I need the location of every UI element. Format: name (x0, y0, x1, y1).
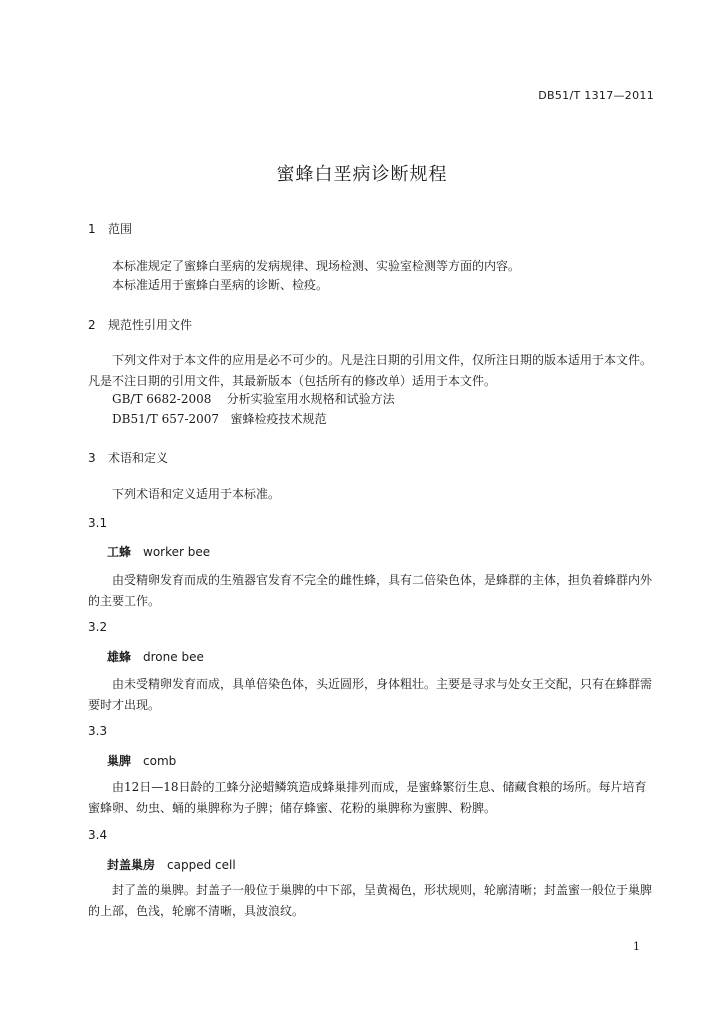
term-heading (107, 648, 204, 665)
reference-item: DB51/T 657-2007 蜜蜂检疫技术规范 (112, 412, 327, 426)
section-1-heading (88, 220, 132, 237)
term-chinese: 巢脾 (107, 754, 132, 768)
term-heading (107, 543, 210, 560)
term-definition: 由12日—18日龄的工蜂分泌蜡鳞筑造成蜂巢排列而成，是蜜蜂繁衍生息、储藏食粮的场所。每片培育蜜蜂卵、幼虫、蛹的巢脾称为子脾；储存蜂蜜、花粉的巢脾称为蜜脾、粉脾。 (88, 780, 647, 815)
term-chinese: 工蜂 (107, 545, 132, 559)
page-number: 1 (633, 940, 640, 953)
section-number: 2 (88, 318, 96, 332)
reference-item: GB/T 6682-2008 分析实验室用水规格和试验方法 (112, 392, 395, 406)
section-title: 规范性引用文件 (108, 318, 193, 332)
term-number: 3.3 (88, 724, 108, 738)
term-definition: 由受精卵发育而成的生殖器官发育不完全的雌性蜂，具有二倍染色体，是蜂群的主体，担负着蜂群内外的主要工作。 (88, 573, 653, 608)
section-title: 术语和定义 (108, 451, 169, 465)
section-1-paragraph-1: 本标准规定了蜜蜂白垩病的发病规律、现场检测、实验室检测等方面的内容。 (112, 259, 521, 273)
term-number: 3.4 (88, 828, 108, 842)
term-definition: 由未受精卵发育而成，具单倍染色体，头近圆形，身体粗壮。主要是寻求与处女王交配，只有在蜂群需要时才出现。 (88, 677, 653, 712)
term-english: drone bee (143, 650, 204, 664)
term-number: 3.2 (88, 620, 108, 634)
section-3-heading (88, 449, 168, 466)
standard-code: DB51/T 1317—2011 (538, 89, 654, 102)
term-chinese: 封盖巢房 (107, 858, 156, 872)
document-title: 蜜蜂白垩病诊断规程 (276, 164, 448, 185)
section-3-intro: 下列术语和定义适用于本标准。 (112, 487, 281, 501)
term-english: capped cell (167, 858, 236, 872)
term-chinese: 雄蜂 (107, 650, 132, 664)
term-number: 3.1 (88, 516, 108, 530)
term-heading (107, 752, 176, 769)
section-number: 3 (88, 451, 96, 465)
section-title: 范围 (108, 222, 133, 236)
term-english: worker bee (143, 545, 211, 559)
term-heading (107, 856, 236, 873)
section-1-paragraph-2: 本标准适用于蜜蜂白垩病的诊断、检疫。 (112, 278, 329, 292)
section-2-paragraph: 下列文件对于本文件的应用是必不可少的。凡是注日期的引用文件，仅所注日期的版本适用于本文件。凡是不注日期的引用文件，其最新版本（包括所有的修改单）适用于本文件。 (88, 353, 653, 388)
term-definition: 封了盖的巢脾。封盖子一般位于巢脾的中下部，呈黄褐色，形状规则，轮廓清晰；封盖蜜一般位于巢脾的上部，色浅，轮廓不清晰，具波浪纹。 (88, 883, 653, 918)
section-2-heading (88, 316, 192, 333)
term-english: comb (143, 754, 177, 768)
section-number: 1 (88, 222, 96, 236)
